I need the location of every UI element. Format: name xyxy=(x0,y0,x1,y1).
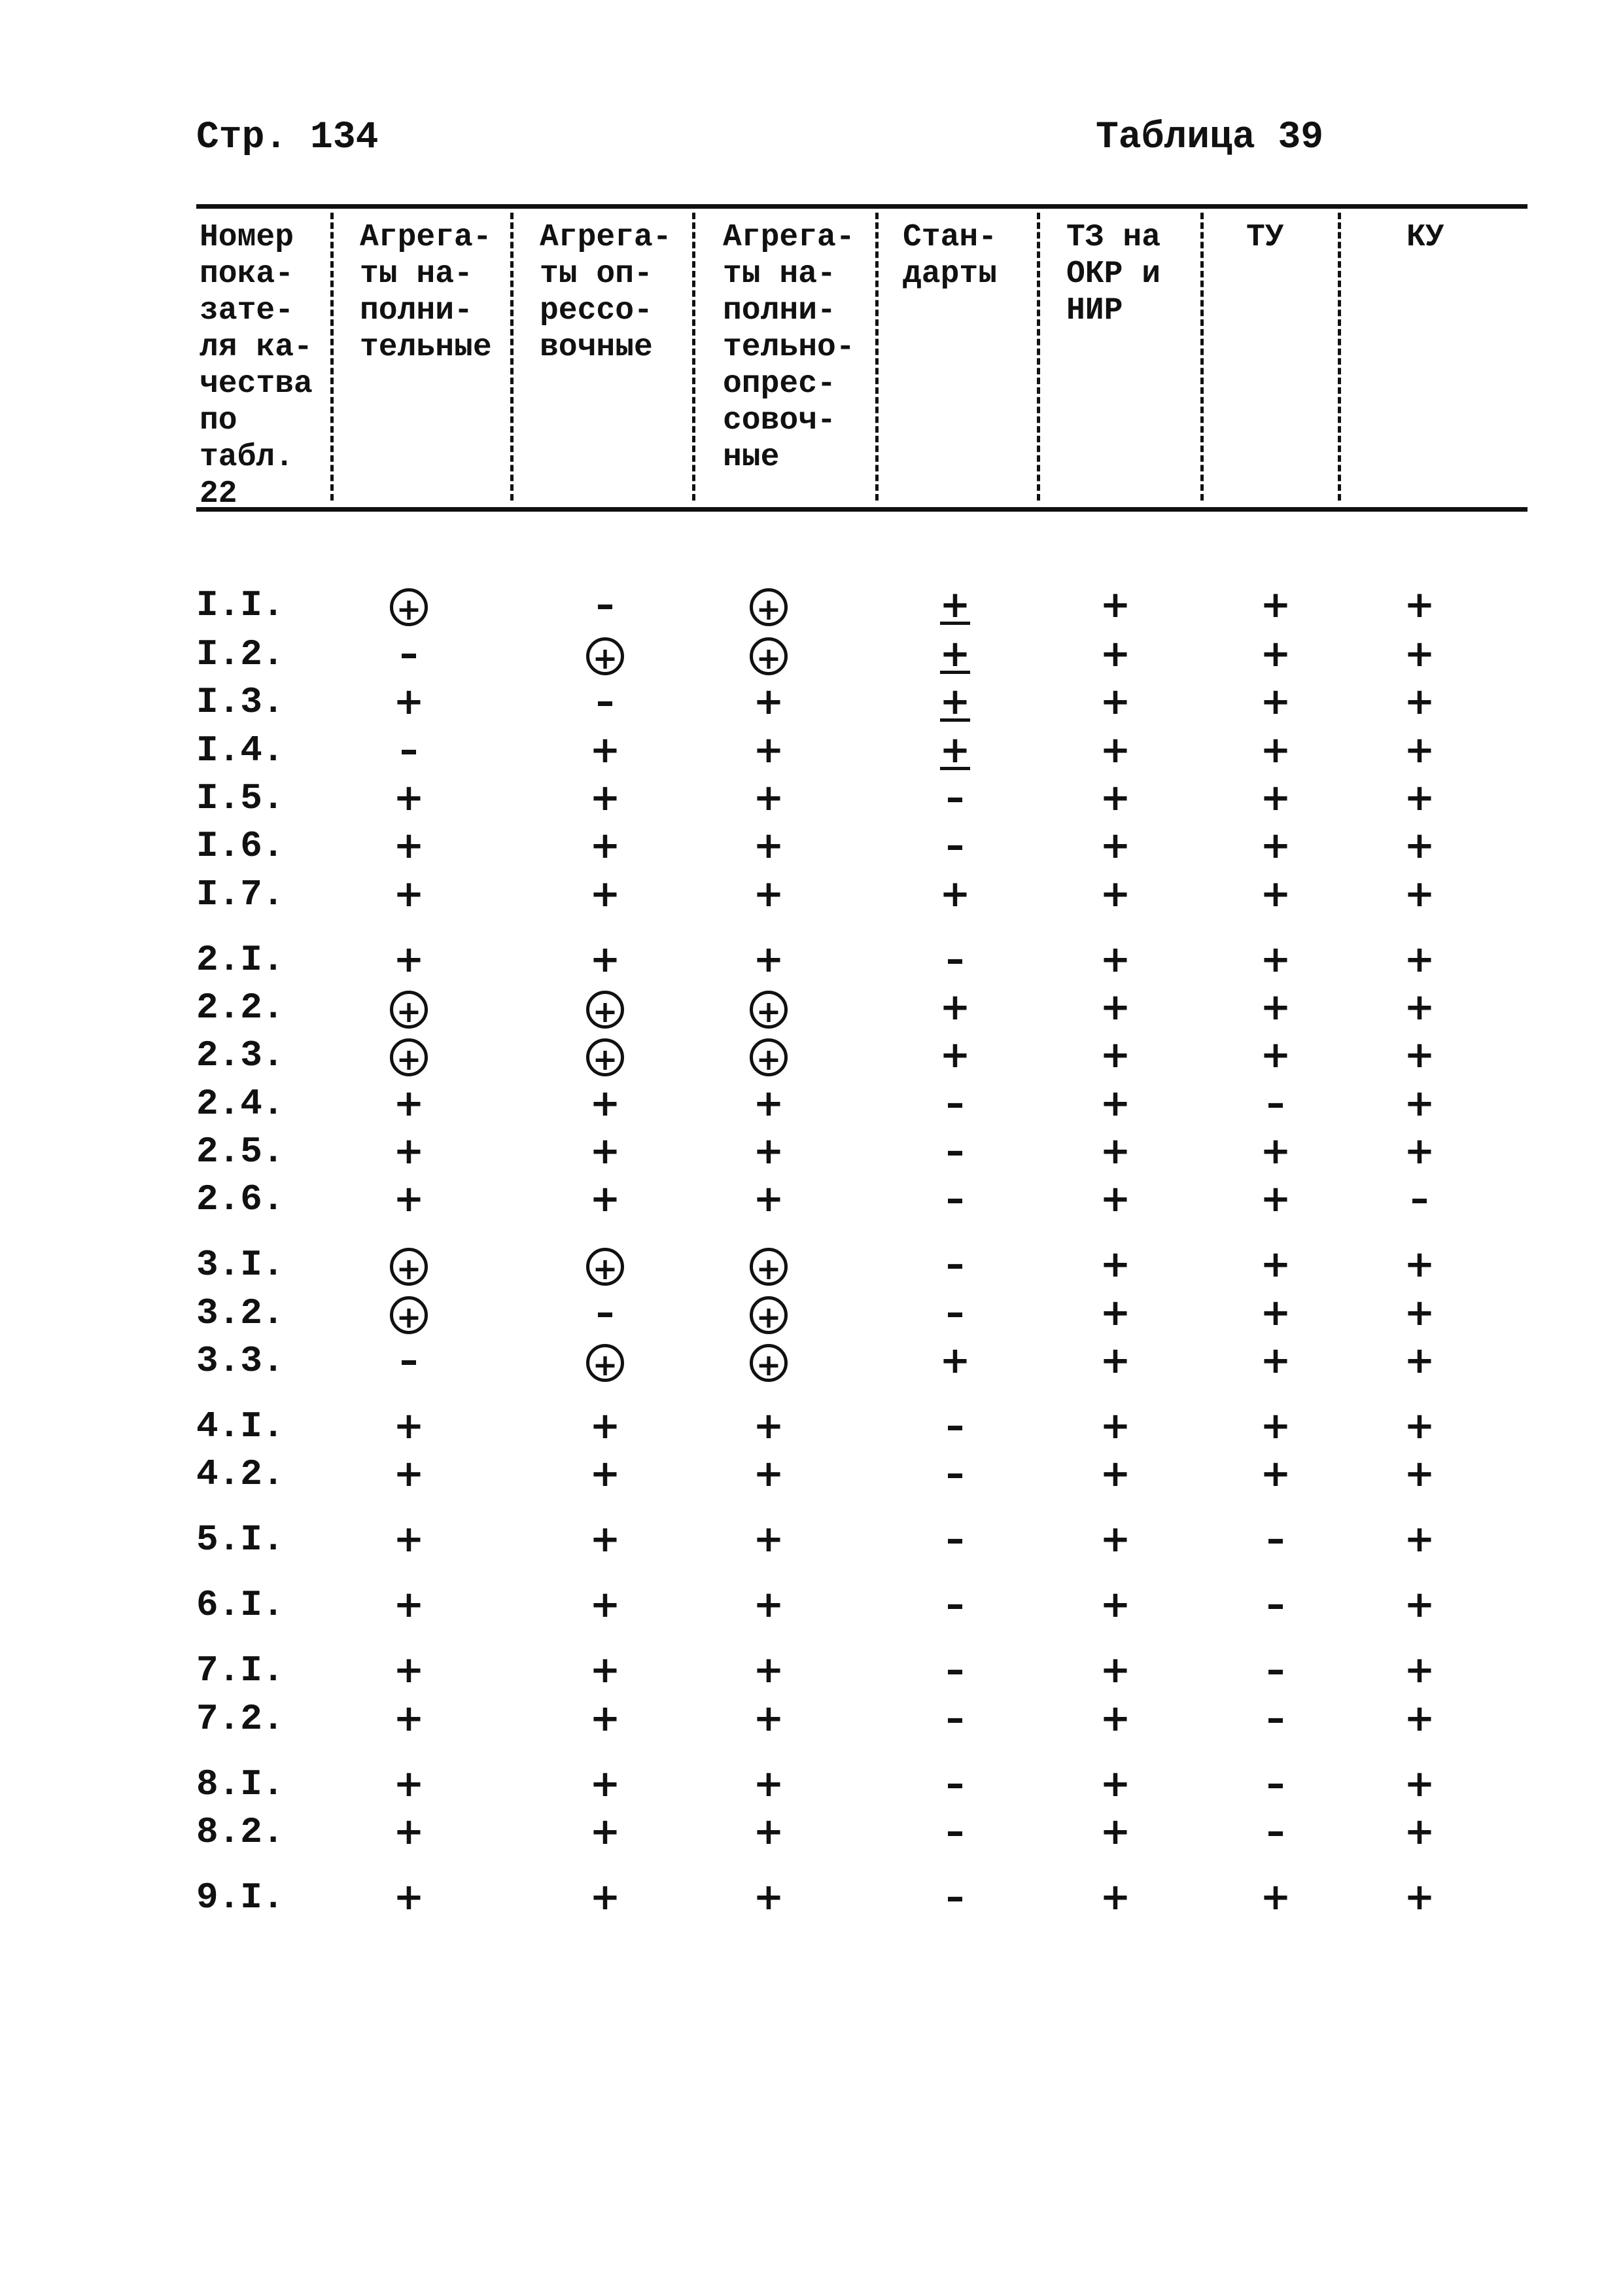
plus-icon: + xyxy=(1260,1453,1291,1495)
plus-icon: + xyxy=(1404,1453,1435,1495)
minus-icon: – xyxy=(946,1810,964,1853)
row-indicator-number: 4.I. xyxy=(196,1405,285,1447)
minus-icon: – xyxy=(946,1453,964,1495)
plus-icon: + xyxy=(1404,873,1435,915)
table-row xyxy=(0,1129,1623,1174)
plus-icon: + xyxy=(393,777,425,819)
plus-icon: + xyxy=(589,1405,621,1447)
header-ku: КУ xyxy=(1406,220,1444,255)
minus-icon: – xyxy=(1266,1810,1285,1853)
plus-icon: + xyxy=(1404,1339,1435,1382)
plus-icon: + xyxy=(1404,1649,1435,1691)
table-row xyxy=(0,1582,1623,1628)
row-indicator-number: 2.I. xyxy=(196,939,285,981)
plus-icon: + xyxy=(753,1130,784,1173)
plus-icon: + xyxy=(753,777,784,819)
plus-icon: + xyxy=(393,1810,425,1853)
circled-plus-icon: + xyxy=(736,1242,801,1288)
table-row xyxy=(0,1517,1623,1563)
plus-icon: + xyxy=(1100,1034,1131,1076)
plus-icon: + xyxy=(939,1034,971,1076)
row-indicator-number: I.I. xyxy=(196,584,285,626)
minus-icon: – xyxy=(946,1763,964,1805)
plus-icon: + xyxy=(589,1763,621,1805)
plus-minus-icon: + xyxy=(939,633,971,675)
circled-plus-icon: + xyxy=(376,1033,442,1078)
circled-plus-icon: + xyxy=(572,985,638,1031)
row-indicator-number: I.7. xyxy=(196,874,285,915)
plus-icon: + xyxy=(393,1178,425,1220)
minus-icon: – xyxy=(1266,1697,1285,1740)
plus-icon: + xyxy=(1100,986,1131,1029)
plus-icon: + xyxy=(393,873,425,915)
plus-icon: + xyxy=(1100,1583,1131,1626)
table-row xyxy=(0,1875,1623,1920)
circled-plus-icon: + xyxy=(736,985,801,1031)
plus-icon: + xyxy=(753,680,784,723)
plus-icon: + xyxy=(589,729,621,771)
plus-icon: + xyxy=(393,1405,425,1447)
plus-icon: + xyxy=(753,1810,784,1853)
plus-icon: + xyxy=(589,824,621,867)
column-separator xyxy=(1200,213,1204,501)
plus-icon: + xyxy=(1100,1810,1131,1853)
plus-icon: + xyxy=(1260,1292,1291,1334)
plus-icon: + xyxy=(393,1763,425,1805)
plus-icon: + xyxy=(753,824,784,867)
plus-icon: + xyxy=(589,1453,621,1495)
plus-icon: + xyxy=(753,1763,784,1805)
row-indicator-number: 2.6. xyxy=(196,1178,285,1220)
plus-icon: + xyxy=(1260,1178,1291,1220)
plus-icon: + xyxy=(1100,1763,1131,1805)
plus-icon: + xyxy=(393,1082,425,1125)
plus-icon: + xyxy=(1260,584,1291,626)
plus-icon: + xyxy=(1100,873,1131,915)
minus-icon: – xyxy=(1266,1518,1285,1561)
minus-icon: – xyxy=(946,938,964,981)
table-row xyxy=(0,1176,1623,1222)
row-indicator-number: 7.2. xyxy=(196,1698,285,1740)
minus-icon: – xyxy=(946,1405,964,1447)
table-row xyxy=(0,1242,1623,1288)
plus-icon: + xyxy=(753,1583,784,1626)
row-indicator-number: I.5. xyxy=(196,777,285,819)
plus-icon: + xyxy=(589,1810,621,1853)
minus-icon: – xyxy=(1266,1649,1285,1691)
plus-icon: + xyxy=(1404,1082,1435,1125)
plus-icon: + xyxy=(1404,986,1435,1029)
minus-icon: – xyxy=(400,729,418,771)
column-separator xyxy=(510,213,514,501)
plus-icon: + xyxy=(589,1697,621,1740)
plus-icon: + xyxy=(393,824,425,867)
column-separator xyxy=(692,213,695,501)
row-indicator-number: 3.3. xyxy=(196,1340,285,1382)
table-row xyxy=(0,937,1623,983)
minus-icon: – xyxy=(1266,1763,1285,1805)
plus-icon: + xyxy=(753,938,784,981)
plus-icon: + xyxy=(1404,824,1435,867)
minus-icon: – xyxy=(946,1518,964,1561)
column-separator xyxy=(1338,213,1341,501)
circled-plus-icon: + xyxy=(736,1290,801,1336)
plus-icon: + xyxy=(1404,1034,1435,1076)
header-bottom-rule xyxy=(196,507,1527,512)
plus-icon: + xyxy=(753,873,784,915)
row-indicator-number: 5.I. xyxy=(196,1519,285,1561)
plus-icon: + xyxy=(393,1697,425,1740)
circled-plus-icon: + xyxy=(572,1242,638,1288)
circled-plus-icon: + xyxy=(572,1338,638,1384)
header-pressure-units: Агрега- ты оп- рессо- вочные xyxy=(540,220,672,365)
plus-icon: + xyxy=(1100,1405,1131,1447)
table-row xyxy=(0,1033,1623,1078)
minus-icon: – xyxy=(946,777,964,819)
plus-icon: + xyxy=(1260,777,1291,819)
plus-icon: + xyxy=(753,1405,784,1447)
table-row xyxy=(0,1696,1623,1742)
plus-icon: + xyxy=(1404,584,1435,626)
minus-icon: – xyxy=(1266,1082,1285,1125)
row-indicator-number: 3.2. xyxy=(196,1292,285,1334)
plus-icon: + xyxy=(939,986,971,1029)
plus-icon: + xyxy=(589,873,621,915)
circled-plus-icon: + xyxy=(376,1242,442,1288)
plus-icon: + xyxy=(753,1697,784,1740)
plus-icon: + xyxy=(1100,584,1131,626)
plus-icon: + xyxy=(1100,1876,1131,1918)
circled-plus-icon: + xyxy=(376,1290,442,1336)
circled-plus-icon: + xyxy=(376,582,442,628)
minus-icon: – xyxy=(1266,1583,1285,1626)
row-indicator-number: 2.2. xyxy=(196,987,285,1029)
minus-icon: – xyxy=(596,584,614,626)
plus-icon: + xyxy=(1100,633,1131,675)
row-indicator-number: 7.I. xyxy=(196,1650,285,1691)
row-indicator-number: 3.I. xyxy=(196,1244,285,1286)
plus-icon: + xyxy=(1260,729,1291,771)
table-row xyxy=(0,679,1623,725)
plus-icon: + xyxy=(1404,680,1435,723)
plus-icon: + xyxy=(1100,1082,1131,1125)
column-separator xyxy=(1037,213,1040,501)
column-separator xyxy=(330,213,334,501)
plus-icon: + xyxy=(1404,1810,1435,1853)
table-row xyxy=(0,775,1623,821)
plus-icon: + xyxy=(393,1876,425,1918)
plus-icon: + xyxy=(1404,938,1435,981)
plus-icon: + xyxy=(1100,777,1131,819)
plus-icon: + xyxy=(393,1518,425,1561)
circled-plus-icon: + xyxy=(736,1338,801,1384)
row-indicator-number: 2.3. xyxy=(196,1034,285,1076)
plus-minus-icon: + xyxy=(939,584,971,626)
row-indicator-number: 2.4. xyxy=(196,1083,285,1125)
table-title: Таблица 39 xyxy=(1096,116,1324,159)
plus-icon: + xyxy=(753,1178,784,1220)
plus-icon: + xyxy=(1260,1339,1291,1382)
circled-plus-icon: + xyxy=(736,631,801,677)
table-row xyxy=(0,1404,1623,1449)
plus-icon: + xyxy=(1404,1583,1435,1626)
circled-plus-icon: + xyxy=(736,1033,801,1078)
plus-icon: + xyxy=(753,1518,784,1561)
plus-icon: + xyxy=(1404,729,1435,771)
plus-icon: + xyxy=(589,1178,621,1220)
plus-minus-icon: + xyxy=(939,729,971,771)
plus-icon: + xyxy=(1404,1292,1435,1334)
plus-icon: + xyxy=(393,938,425,981)
minus-icon: – xyxy=(596,680,614,723)
circled-plus-icon: + xyxy=(572,631,638,677)
plus-icon: + xyxy=(589,1583,621,1626)
plus-icon: + xyxy=(393,680,425,723)
plus-icon: + xyxy=(753,1453,784,1495)
plus-icon: + xyxy=(1260,1034,1291,1076)
plus-icon: + xyxy=(589,1649,621,1691)
header-tz-okr-nir: ТЗ на ОКР и НИР xyxy=(1066,220,1161,328)
table-row xyxy=(0,1451,1623,1497)
row-indicator-number: 9.I. xyxy=(196,1877,285,1918)
plus-icon: + xyxy=(1260,873,1291,915)
plus-icon: + xyxy=(1100,1339,1131,1382)
plus-icon: + xyxy=(1260,824,1291,867)
plus-icon: + xyxy=(939,873,971,915)
plus-icon: + xyxy=(1404,1243,1435,1286)
minus-icon: – xyxy=(946,1649,964,1691)
plus-icon: + xyxy=(1404,777,1435,819)
table-row xyxy=(0,1338,1623,1384)
plus-icon: + xyxy=(1100,1518,1131,1561)
plus-icon: + xyxy=(1100,1178,1131,1220)
plus-icon: + xyxy=(1100,1130,1131,1173)
header-tu: ТУ xyxy=(1246,220,1284,255)
minus-icon: – xyxy=(946,1697,964,1740)
plus-icon: + xyxy=(393,1649,425,1691)
plus-icon: + xyxy=(1100,1453,1131,1495)
minus-icon: – xyxy=(400,1339,418,1382)
plus-icon: + xyxy=(1260,1405,1291,1447)
plus-icon: + xyxy=(1100,824,1131,867)
header-filling-units: Агрега- ты на- полни- тельные xyxy=(360,220,492,365)
minus-icon: – xyxy=(946,1082,964,1125)
plus-icon: + xyxy=(393,1130,425,1173)
minus-icon: – xyxy=(946,1130,964,1173)
minus-icon: – xyxy=(946,1243,964,1286)
row-indicator-number: I.4. xyxy=(196,730,285,771)
plus-icon: + xyxy=(1260,1876,1291,1918)
plus-icon: + xyxy=(589,777,621,819)
row-indicator-number: 4.2. xyxy=(196,1453,285,1495)
circled-plus-icon: + xyxy=(736,582,801,628)
plus-icon: + xyxy=(1260,938,1291,981)
plus-icon: + xyxy=(589,1082,621,1125)
plus-icon: + xyxy=(1260,633,1291,675)
page-number: Стр. 134 xyxy=(196,116,379,159)
table-row xyxy=(0,1761,1623,1807)
header-standards: Стан- дарты xyxy=(903,220,998,292)
column-separator xyxy=(875,213,879,501)
minus-icon: – xyxy=(946,1178,964,1220)
plus-icon: + xyxy=(393,1583,425,1626)
plus-icon: + xyxy=(753,1082,784,1125)
row-indicator-number: 2.5. xyxy=(196,1131,285,1173)
plus-icon: + xyxy=(1100,1243,1131,1286)
row-indicator-number: I.6. xyxy=(196,825,285,867)
plus-icon: + xyxy=(1100,729,1131,771)
table-row xyxy=(0,582,1623,628)
plus-icon: + xyxy=(1100,680,1131,723)
plus-icon: + xyxy=(1404,1405,1435,1447)
plus-icon: + xyxy=(1100,1292,1131,1334)
plus-icon: + xyxy=(1100,1649,1131,1691)
plus-icon: + xyxy=(939,1339,971,1382)
table-row xyxy=(0,1648,1623,1693)
table-row xyxy=(0,872,1623,917)
plus-icon: + xyxy=(1404,1130,1435,1173)
plus-icon: + xyxy=(589,1876,621,1918)
circled-plus-icon: + xyxy=(376,985,442,1031)
table-row xyxy=(0,631,1623,677)
table-row xyxy=(0,823,1623,869)
minus-icon: – xyxy=(596,1292,614,1334)
plus-icon: + xyxy=(1404,1876,1435,1918)
minus-icon: – xyxy=(400,633,418,675)
plus-icon: + xyxy=(1260,680,1291,723)
row-indicator-number: 8.2. xyxy=(196,1811,285,1853)
plus-icon: + xyxy=(1404,1763,1435,1805)
minus-icon: – xyxy=(946,1583,964,1626)
plus-icon: + xyxy=(589,1518,621,1561)
plus-icon: + xyxy=(589,1130,621,1173)
header-filling-pressure-units: Агрега- ты на- полни- тельно- опрес- совоч- ные xyxy=(723,220,855,475)
plus-icon: + xyxy=(753,1649,784,1691)
top-rule xyxy=(196,204,1527,209)
minus-icon: – xyxy=(1410,1178,1429,1220)
plus-icon: + xyxy=(1260,1243,1291,1286)
plus-icon: + xyxy=(1100,938,1131,981)
table-row xyxy=(0,985,1623,1031)
plus-icon: + xyxy=(1100,1697,1131,1740)
plus-minus-icon: + xyxy=(939,680,971,723)
table-row xyxy=(0,728,1623,773)
row-indicator-number: I.2. xyxy=(196,633,285,675)
plus-icon: + xyxy=(1404,1518,1435,1561)
circled-plus-icon: + xyxy=(572,1033,638,1078)
plus-icon: + xyxy=(1404,633,1435,675)
header-indicator-number: Номер пока- зате- ля ка- чества по табл. 22 xyxy=(200,220,313,512)
plus-icon: + xyxy=(753,1876,784,1918)
row-indicator-number: 6.I. xyxy=(196,1584,285,1626)
plus-icon: + xyxy=(1260,1130,1291,1173)
minus-icon: – xyxy=(946,824,964,867)
plus-icon: + xyxy=(589,938,621,981)
plus-icon: + xyxy=(1260,986,1291,1029)
table-row xyxy=(0,1809,1623,1855)
row-indicator-number: 8.I. xyxy=(196,1763,285,1805)
table-row xyxy=(0,1081,1623,1127)
plus-icon: + xyxy=(393,1453,425,1495)
row-indicator-number: I.3. xyxy=(196,681,285,723)
table-row xyxy=(0,1290,1623,1336)
minus-icon: – xyxy=(946,1876,964,1918)
plus-icon: + xyxy=(753,729,784,771)
plus-icon: + xyxy=(1404,1697,1435,1740)
minus-icon: – xyxy=(946,1292,964,1334)
